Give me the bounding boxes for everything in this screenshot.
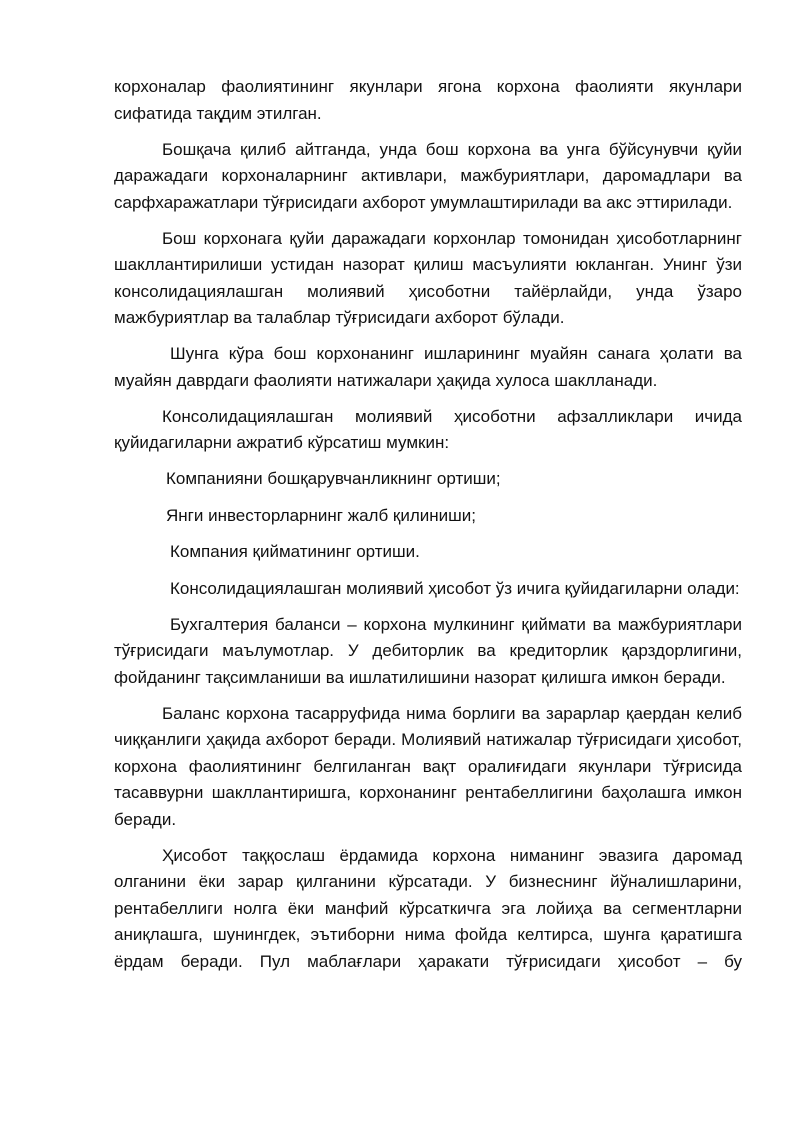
paragraph: Бош корхонага қуйи даражадаги корхонлар томонидан ҳисоботларнинг шакллантирилиши устидан назорат қилиш масъулияти юкланган. Унинг ўзи консолидациялашган молиявий ҳисоботни тайёрлайди, унда ўзаро мажбуриятлар ва талаблар тўғрисидаги ахборот бўлади. — [114, 228, 742, 327]
paragraph: Ҳисобот таққослаш ёрдамида корхона ниманинг эвазига даромад олганини ёки зарар қилганини кўрсатади. У бизнеснинг йўналишларини, рентабеллиги нолга ёки манфий кўрсаткичга эга лойиҳа ва сегментларни аниқлашга, шунингдек, эътиборни нима фойда келтирса, шунга қаратишга ёрдам беради. Пул маблағлари ҳаракати тўғрисидаги ҳисобот – бу — [114, 845, 742, 971]
paragraph: Баланс корхона тасарруфида нима борлиги ва зарарлар қаердан келиб чиққанлиги ҳақида ахборот беради. Молиявий натижалар тўғрисидаги ҳисобот, корхона фаолиятининг белгиланган вақт оралиғидаги якунлари тўғрисида тасаввурни шакллантиришга, корхонанинг рентабеллигини баҳолашга имкон беради. — [114, 703, 742, 829]
paragraph: Консолидациялашган молиявий ҳисоботни афзалликлари ичида қуйидагиларни ажратиб кўрсатиш мумкин: — [114, 406, 742, 452]
document-body — [114, 74, 742, 985]
list-item: Янги инвесторларнинг жалб қилиниши; — [166, 505, 477, 525]
paragraph: Консолидациялашган молиявий ҳисобот ўз ичига қуйидагиларни олади: — [170, 578, 740, 598]
paragraph: Бошқача қилиб айтганда, унда бош корхона ва унга бўйсунувчи қуйи даражадаги корхоналарнинг активлари, мажбуриятлари, даромадлари ва сарфхаражатлари тўғрисидаги ахборот умумлаштирилади ва акс эттирилади. — [114, 139, 742, 212]
paragraph: Бухгалтерия баланси – корхона мулкининг қиймати ва мажбуриятлари тўғрисидаги маълумотлар. У дебиторлик ва кредиторлик қарздорлигини, фойданинг тақсимланиши ва ишлатилишини назорат қилишга имкон беради. — [114, 614, 742, 687]
list-item: Компания қийматининг ортиши. — [170, 542, 420, 561]
list-item: Компанияни бошқарувчанликнинг ортиши; — [166, 469, 501, 488]
paragraph-continuation: корхоналар фаолиятининг якунлари ягона корхона фаолияти якунлари сифатида тақдим этилган. — [114, 77, 742, 123]
paragraph: Шунга кўра бош корхонанинг ишларининг муайян санага ҳолати ва муайян даврдаги фаолияти натижалари ҳақида хулоса шаклланади. — [114, 344, 742, 390]
